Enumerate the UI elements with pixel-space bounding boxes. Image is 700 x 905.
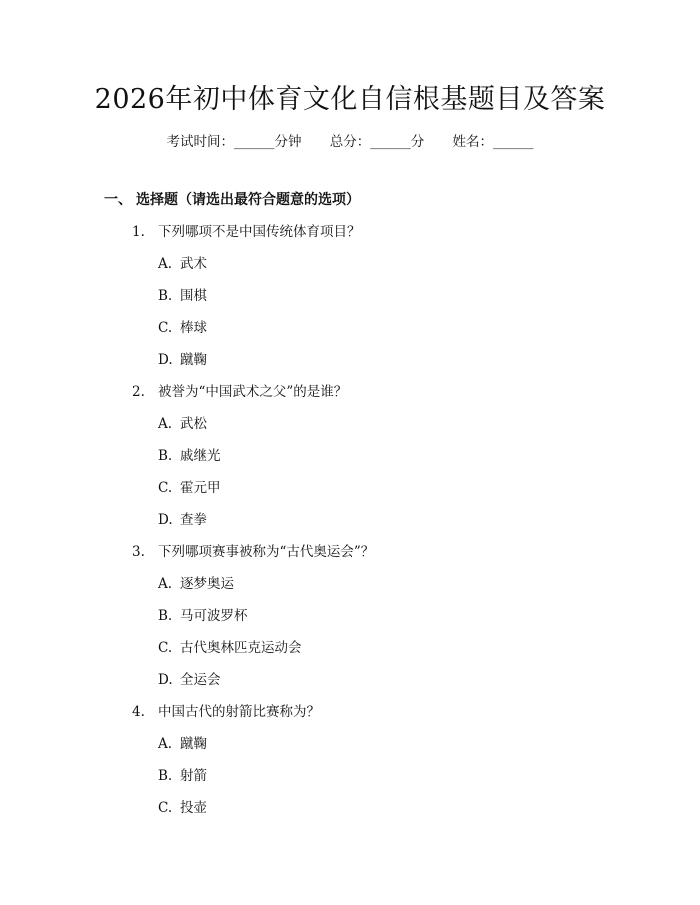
- question-number: 3.: [132, 544, 145, 560]
- question-stem: [0, 700, 700, 732]
- total-score-blank: ______: [370, 134, 411, 150]
- option-letter: C.: [158, 320, 173, 336]
- page-title: 2026年初中体育文化自信根基题目及答案: [94, 84, 606, 115]
- option-text: 围棋: [180, 288, 207, 304]
- option-letter: A.: [158, 416, 173, 432]
- section-number: 一、: [104, 192, 132, 208]
- option-list: [0, 572, 700, 700]
- option-item: [0, 284, 700, 316]
- option-letter: B.: [158, 768, 173, 784]
- option-letter: D.: [158, 512, 173, 528]
- exam-time-unit: 分钟: [274, 134, 302, 150]
- question-text: 下列哪项不是中国传统体育项目？: [158, 224, 361, 240]
- option-letter: C.: [158, 640, 173, 656]
- student-name-blank: ______: [493, 134, 534, 150]
- option-text: 投壶: [180, 800, 207, 816]
- option-item: [0, 444, 700, 476]
- option-text: 古代奥林匹克运动会: [180, 640, 302, 656]
- option-letter: A.: [158, 576, 173, 592]
- option-text: 武术: [180, 256, 207, 272]
- question-text: 中国古代的射箭比赛称为？: [158, 704, 320, 720]
- total-score-field: [330, 132, 425, 152]
- question-text: 被誉为“中国武术之父”的是谁？: [158, 384, 348, 400]
- student-name-field: [453, 132, 534, 152]
- total-score-unit: 分: [410, 134, 425, 150]
- option-item: [0, 764, 700, 796]
- option-item: [0, 412, 700, 444]
- section-title: 选择题（请选出最符合题意的选项）: [136, 192, 360, 208]
- exam-meta: [0, 132, 700, 152]
- question-list: [0, 220, 700, 828]
- option-text: 霍元甲: [180, 480, 221, 496]
- option-list: [0, 412, 700, 540]
- option-text: 戚继光: [180, 448, 221, 464]
- option-letter: D.: [158, 352, 173, 368]
- option-text: 蹴鞠: [180, 736, 207, 752]
- total-score-label: 总分：: [329, 134, 371, 150]
- option-letter: B.: [158, 608, 173, 624]
- section-heading: [104, 190, 360, 210]
- option-item: [0, 508, 700, 540]
- option-item: [0, 668, 700, 700]
- option-item: [0, 572, 700, 604]
- question-item: [0, 380, 700, 540]
- option-text: 射箭: [180, 768, 207, 784]
- exam-time-blank: ______: [233, 134, 275, 150]
- question-stem: [0, 220, 700, 252]
- option-text: 查拳: [180, 512, 207, 528]
- question-stem: [0, 380, 700, 412]
- option-text: 武松: [180, 416, 207, 432]
- option-letter: A.: [158, 256, 173, 272]
- option-list: [0, 252, 700, 380]
- option-item: [0, 348, 700, 380]
- student-name-label: 姓名：: [452, 134, 494, 150]
- option-letter: C.: [158, 800, 173, 816]
- option-item: [0, 476, 700, 508]
- option-letter: B.: [158, 288, 173, 304]
- option-text: 全运会: [180, 672, 221, 688]
- option-letter: B.: [158, 448, 173, 464]
- option-item: [0, 316, 700, 348]
- question-item: [0, 540, 700, 700]
- option-text: 逐梦奥运: [180, 576, 234, 592]
- option-item: [0, 732, 700, 764]
- option-item: [0, 252, 700, 284]
- option-text: 蹴鞠: [180, 352, 207, 368]
- option-item: [0, 604, 700, 636]
- question-item: [0, 700, 700, 828]
- option-letter: C.: [158, 480, 173, 496]
- exam-time-field: [166, 132, 301, 152]
- question-number: 1.: [132, 224, 145, 240]
- option-text: 马可波罗杯: [180, 608, 248, 624]
- option-item: [0, 796, 700, 828]
- option-list: [0, 732, 700, 828]
- question-text: 下列哪项赛事被称为“古代奥运会”？: [158, 544, 375, 560]
- exam-time-label: 考试时间：: [166, 134, 234, 150]
- option-item: [0, 636, 700, 668]
- option-letter: A.: [158, 736, 173, 752]
- question-number: 4.: [132, 704, 145, 720]
- question-item: [0, 220, 700, 380]
- question-number: 2.: [132, 384, 145, 400]
- question-stem: [0, 540, 700, 572]
- option-letter: D.: [158, 672, 173, 688]
- option-text: 棒球: [180, 320, 207, 336]
